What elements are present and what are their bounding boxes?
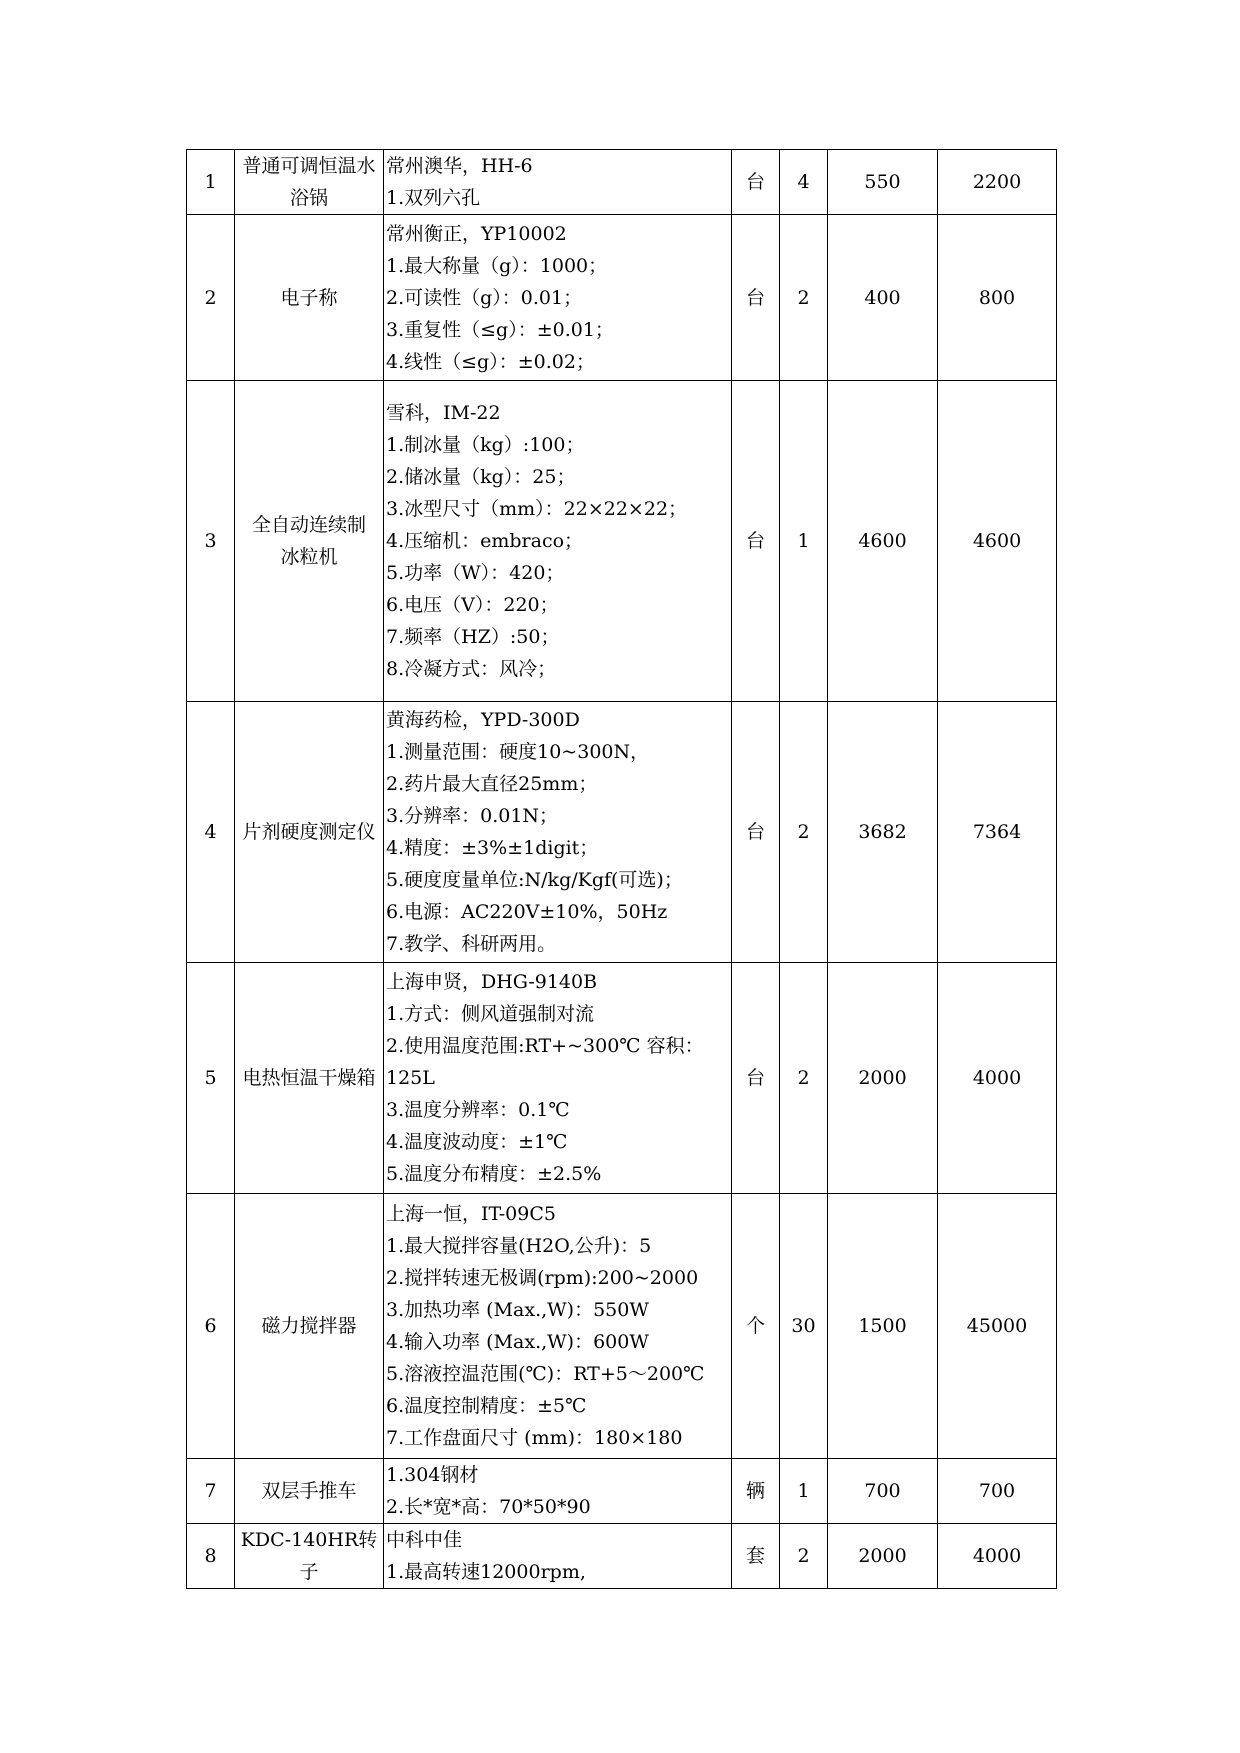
spec-line: 5.硬度度量单位:N/kg/Kgf(可选)； (386, 869, 683, 891)
item-name-cell (235, 1194, 384, 1459)
quantity-cell: 2 (780, 702, 828, 963)
unit-price-cell: 1500 (828, 1194, 938, 1459)
spec-line: 5.溶液控温范围(℃)：RT+5～200℃ (386, 1363, 705, 1385)
quantity-cell: 2 (780, 963, 828, 1194)
unit-cell: 台 (732, 215, 780, 381)
unit-price-cell: 3682 (828, 702, 938, 963)
spec-line: 4.输入功率 (Max.,W)：600W (386, 1331, 649, 1353)
row-number: 8 (187, 1524, 235, 1589)
row-number: 1 (187, 150, 235, 215)
total-price-cell: 800 (938, 215, 1057, 381)
spec-line: 常州衡正，YP10002 (386, 222, 567, 245)
row-number: 5 (187, 963, 235, 1194)
table-row (187, 963, 1057, 1194)
spec-line: 1.最大搅拌容量(H2O,公升)：5 (386, 1235, 652, 1257)
spec-line: 6.电源：AC220V±10%，50Hz (386, 901, 668, 923)
spec-line: 6.电压（V）：220； (386, 594, 559, 616)
spec-line: 5.温度分布精度：±2.5% (386, 1163, 602, 1185)
spec-cell (384, 963, 732, 1194)
spec-line: 雪科，IM-22 (386, 402, 501, 424)
unit-price-cell: 2000 (828, 963, 938, 1194)
item-name: 片剂硬度测定仪 (242, 821, 376, 843)
item-name: 磁力搅拌器 (261, 1315, 357, 1337)
item-name: 电热恒温干燥箱 (242, 1067, 376, 1089)
table-body (187, 150, 1057, 1589)
spec-line: 2.可读性（g）：0.01； (386, 286, 583, 309)
table-row (187, 1524, 1057, 1589)
spec-line: 1.方式：侧风道强制对流 (386, 1003, 595, 1025)
spec-line: 3.冰型尺寸（mm）：22×22×22； (386, 498, 688, 520)
row-number: 3 (187, 381, 235, 702)
spec-line: 3.加热功率 (Max.,W)：550W (386, 1299, 649, 1321)
table-row (187, 215, 1057, 381)
unit-cell: 台 (732, 702, 780, 963)
spec-cell (384, 1194, 732, 1459)
spec-line: 7.频率（HZ）:50； (386, 626, 560, 648)
spec-line: 4.线性（≤g）：±0.02； (386, 350, 595, 373)
spec-line: 中科中佳 (386, 1529, 463, 1551)
quantity-cell: 4 (780, 150, 828, 215)
spec-cell (384, 150, 732, 215)
row-number: 6 (187, 1194, 235, 1459)
spec-line: 5.功率（W）：420； (386, 562, 565, 584)
total-price-cell: 2200 (938, 150, 1057, 215)
row-number: 2 (187, 215, 235, 381)
table-row (187, 381, 1057, 702)
unit-cell: 辆 (732, 1459, 780, 1524)
spec-line: 常州澳华，HH-6 (386, 155, 533, 177)
spec-line: 2.搅拌转速无极调(rpm):200~2000 (386, 1267, 699, 1289)
unit-cell: 台 (732, 150, 780, 215)
spec-line: 1.304钢材 (386, 1464, 479, 1486)
item-name-cell (235, 963, 384, 1194)
spec-line: 3.温度分辨率：0.1℃ (386, 1099, 570, 1121)
total-price-cell: 4600 (938, 381, 1057, 702)
spec-line: 8.冷凝方式：风冷； (386, 658, 557, 680)
table-row (187, 1459, 1057, 1524)
item-name: 普通可调恒温水浴锅 (242, 155, 376, 209)
item-name-cell (235, 150, 384, 215)
item-name: 电子称 (280, 286, 338, 309)
unit-cell: 台 (732, 381, 780, 702)
item-name-cell (235, 702, 384, 963)
spec-cell (384, 215, 732, 381)
unit-price-cell: 700 (828, 1459, 938, 1524)
spec-line: 4.温度波动度：±1℃ (386, 1131, 568, 1153)
spec-line: 2.长*宽*高：70*50*90 (386, 1496, 591, 1518)
spec-line: 2.药片最大直径25mm； (386, 773, 598, 795)
row-number: 4 (187, 702, 235, 963)
spec-line: 6.温度控制精度：±5℃ (386, 1395, 587, 1417)
spec-line: 4.压缩机：embraco； (386, 530, 584, 552)
table-row (187, 150, 1057, 215)
unit-cell: 个 (732, 1194, 780, 1459)
quantity-cell: 1 (780, 381, 828, 702)
total-price-cell: 4000 (938, 963, 1057, 1194)
quantity-cell: 1 (780, 1459, 828, 1524)
total-price-cell: 7364 (938, 702, 1057, 963)
unit-cell: 台 (732, 963, 780, 1194)
spec-line: 3.重复性（≤g）：±0.01； (386, 318, 614, 341)
spec-cell (384, 1459, 732, 1524)
spec-line: 上海一恒，IT-09C5 (386, 1203, 556, 1225)
item-name-cell (235, 215, 384, 381)
quantity-cell: 2 (780, 215, 828, 381)
table-row (187, 702, 1057, 963)
total-price-cell: 700 (938, 1459, 1057, 1524)
spec-line: 7.工作盘面尺寸 (mm)：180×180 (386, 1427, 683, 1449)
quantity-cell: 30 (780, 1194, 828, 1459)
spec-line: 7.教学、科研两用。 (386, 933, 557, 955)
spec-line: 2.储冰量（kg）：25； (386, 466, 576, 488)
unit-price-cell: 550 (828, 150, 938, 215)
spec-cell (384, 381, 732, 702)
spec-line: 4.精度：±3%±1digit； (386, 837, 599, 859)
equipment-table (186, 149, 1057, 1589)
spec-line: 1.测量范围：硬度10~300N， (386, 741, 650, 763)
item-name: 双层手推车 (261, 1480, 357, 1502)
row-number: 7 (187, 1459, 235, 1524)
total-price-cell: 4000 (938, 1524, 1057, 1589)
spec-cell (384, 1524, 732, 1589)
item-name: KDC-140HR转子 (240, 1529, 378, 1583)
spec-line: 3.分辨率：0.01N； (386, 805, 559, 827)
spec-line: 上海申贤，DHG-9140B (386, 971, 598, 993)
item-name-cell (235, 1524, 384, 1589)
spec-line: 125L (386, 1067, 435, 1089)
spec-line: 黄海药检，YPD-300D (386, 709, 580, 731)
unit-price-cell: 400 (828, 215, 938, 381)
spec-cell (384, 702, 732, 963)
unit-cell: 套 (732, 1524, 780, 1589)
item-name-cell (235, 381, 384, 702)
spec-line: 1.制冰量（kg）:100； (386, 434, 585, 456)
spec-line: 1.双列六孔 (386, 187, 481, 209)
item-name: 全自动连续制冰粒机 (251, 514, 366, 568)
table-row (187, 1194, 1057, 1459)
spec-line: 1.最高转速12000rpm, (386, 1561, 586, 1583)
item-name-cell (235, 1459, 384, 1524)
total-price-cell: 45000 (938, 1194, 1057, 1459)
spec-line: 1.最大称量（g）：1000； (386, 254, 608, 277)
unit-price-cell: 2000 (828, 1524, 938, 1589)
quantity-cell: 2 (780, 1524, 828, 1589)
spec-line: 2.使用温度范围:RT+~300℃ 容积： (386, 1035, 704, 1057)
unit-price-cell: 4600 (828, 381, 938, 702)
